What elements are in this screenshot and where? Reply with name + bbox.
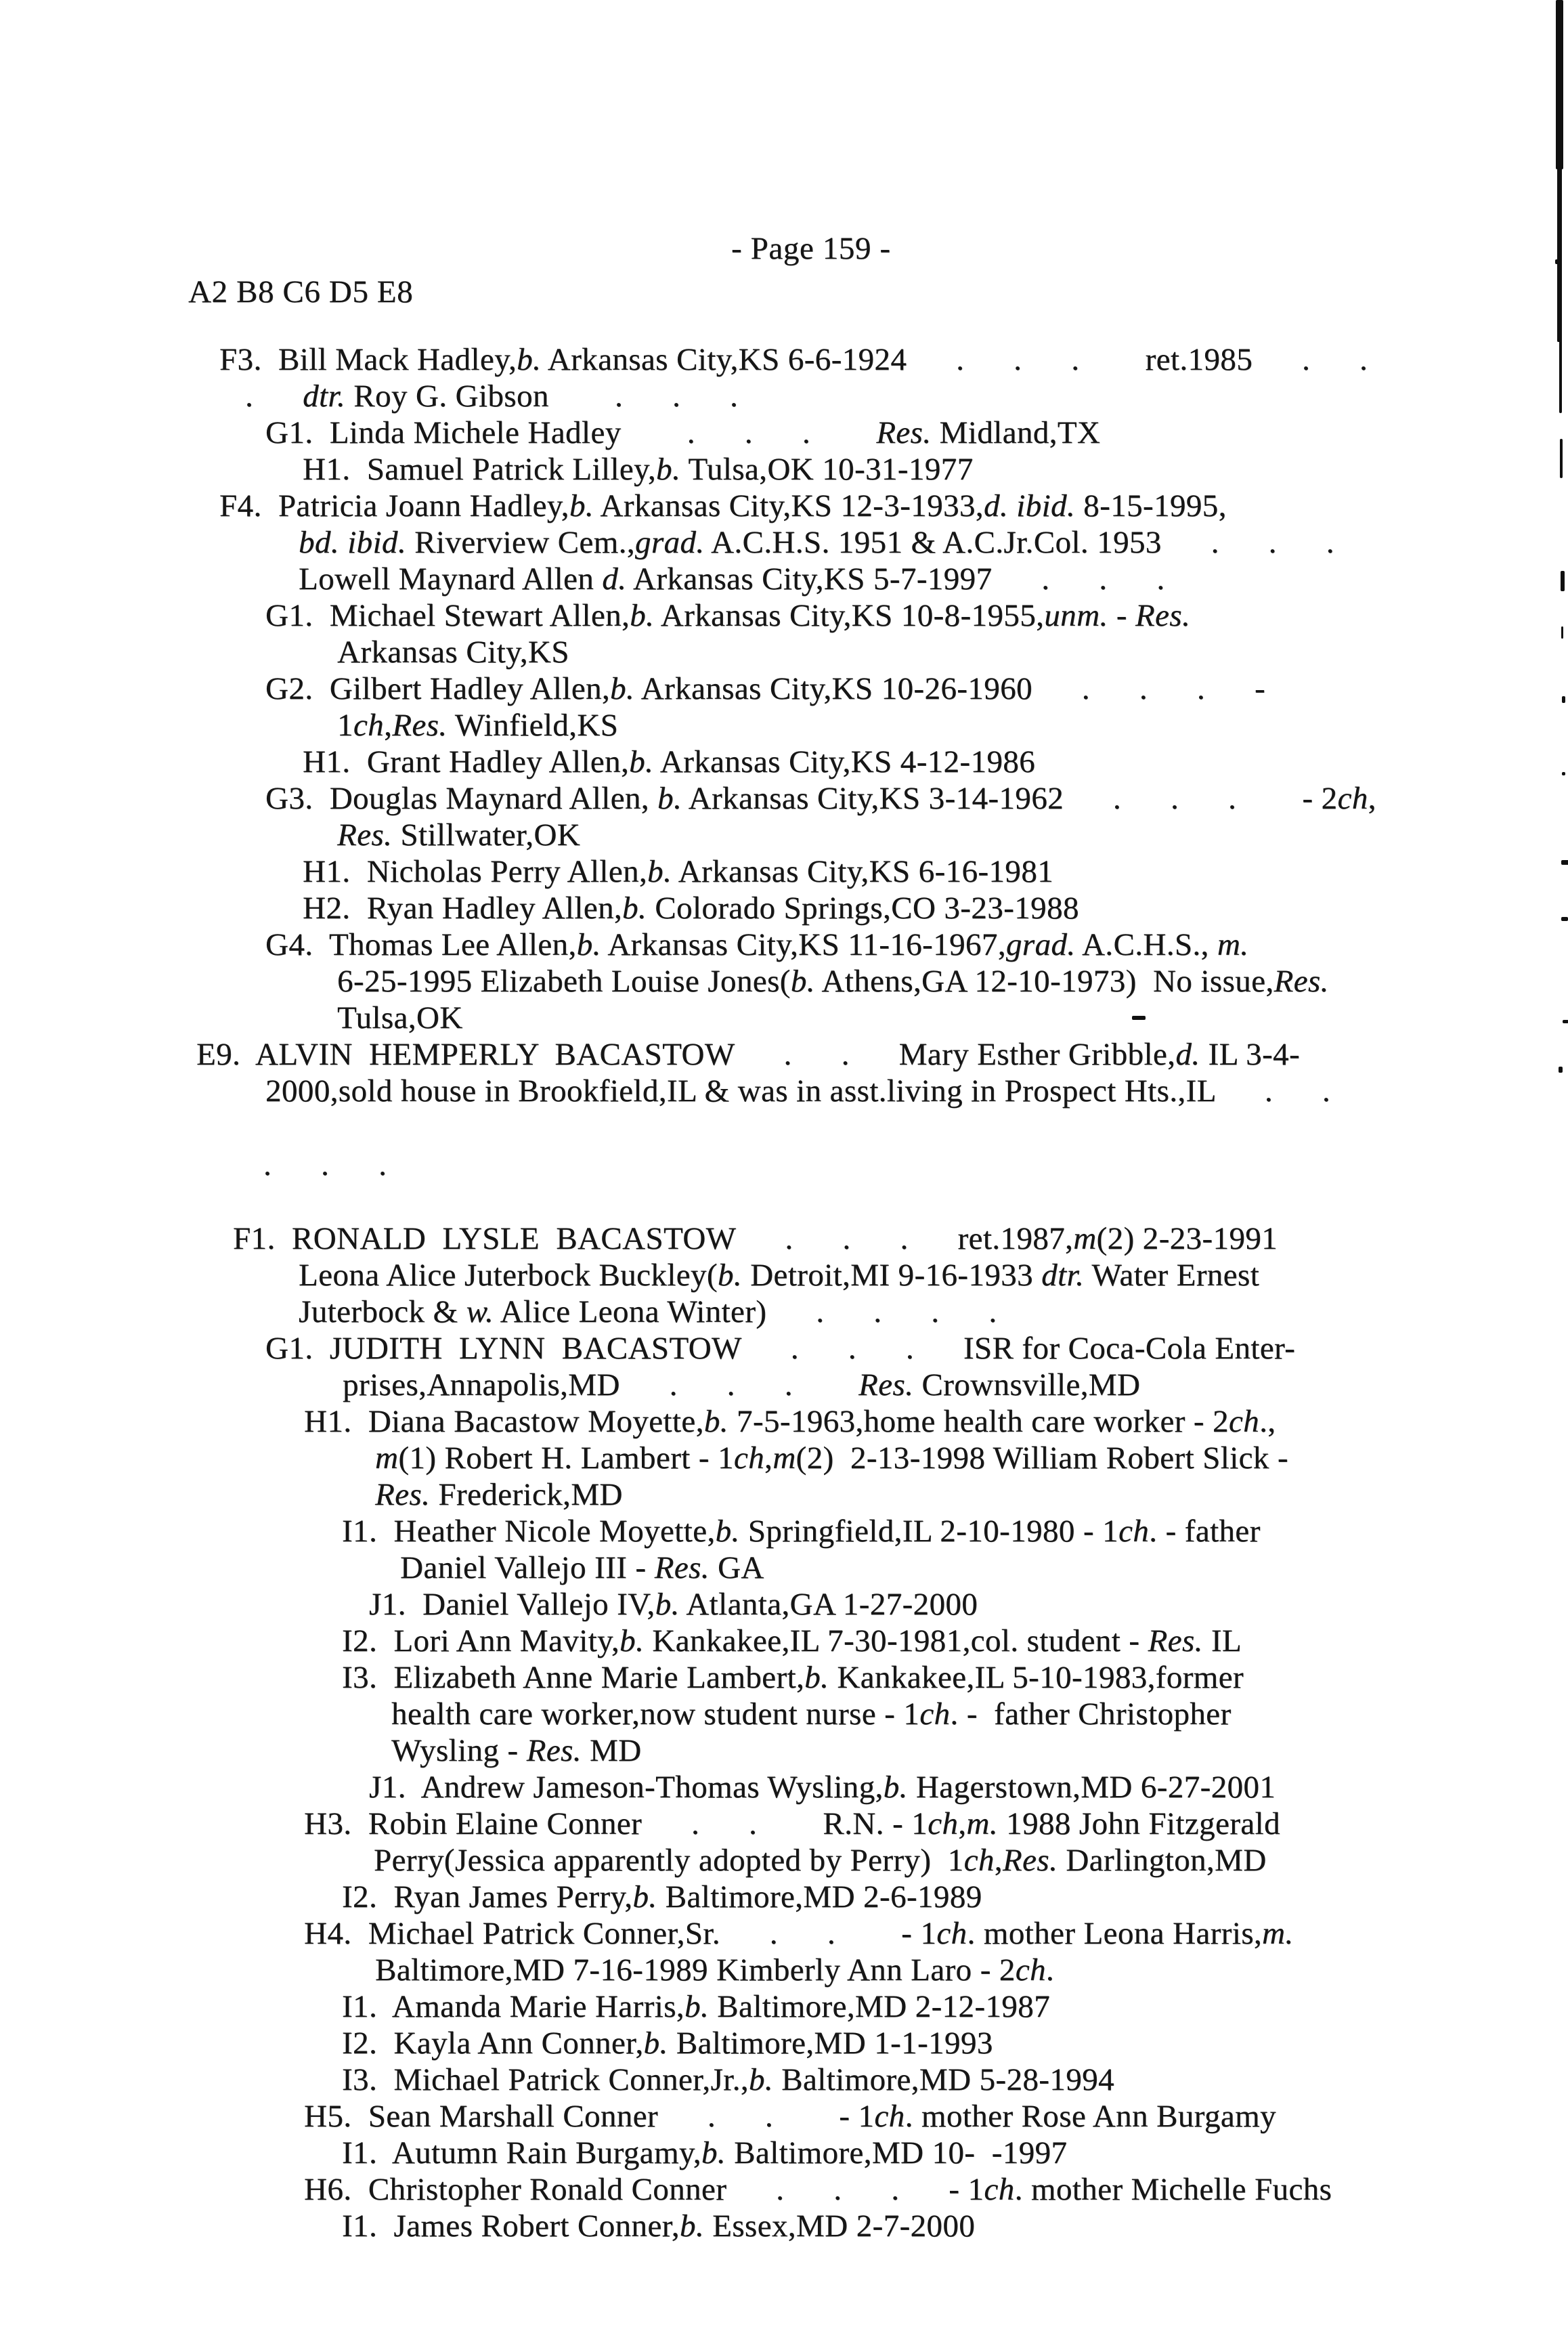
text-line-30: Res. Frederick,MD bbox=[375, 1477, 623, 1512]
text-line-27: prises,Annapolis,MD . . . Res. Crownsville,MD bbox=[343, 1367, 1141, 1403]
text-line-20: E9. ALVIN HEMPERLY BACASTOW . . Mary Esther Gribble,d. IL 3-4- bbox=[196, 1037, 1300, 1072]
text-line-15: H1. Nicholas Perry Allen,b. Arkansas City,KS 6-16-1981 bbox=[303, 854, 1054, 889]
text-line-49: H6. Christopher Ronald Conner . . . - 1ch. mother Michelle Fuchs bbox=[304, 2172, 1332, 2207]
text-line-34: I2. Lori Ann Mavity,b. Kankakee,IL 7-30-1981,col. student - Res. IL bbox=[342, 1623, 1242, 1659]
text-line-48: I1. Autumn Rain Burgamy,b. Baltimore,MD 10- -1997 bbox=[342, 2135, 1068, 2171]
text-line-31: I1. Heather Nicole Moyette,b. Springfield,IL 2-10-1980 - 1ch. - father bbox=[342, 1514, 1261, 1549]
text-line-11: 1ch,Res. Winfield,KS bbox=[337, 708, 619, 743]
scan-artifact-5 bbox=[1555, 259, 1560, 264]
text-line-9: Arkansas City,KS bbox=[337, 635, 569, 670]
scan-artifact-10 bbox=[1561, 860, 1568, 865]
text-line-3: G1. Linda Michele Hadley . . . Res. Midland,TX bbox=[265, 415, 1101, 450]
text-line-45: I2. Kayla Ann Conner,b. Baltimore,MD 1-1-1993 bbox=[342, 2026, 993, 2061]
text-line-18: 6-25-1995 Elizabeth Louise Jones(b. Athens,GA 12-10-1973) No issue,Res. bbox=[337, 964, 1329, 999]
scan-artifact-14 bbox=[1559, 1067, 1563, 1073]
text-line-29: m(1) Robert H. Lambert - 1ch,m(2) 2-13-1998 William Robert Slick - bbox=[375, 1440, 1288, 1476]
scan-artifact-13 bbox=[1132, 1016, 1146, 1020]
text-line-47: H5. Sean Marshall Conner . . - 1ch. mother Rose Ann Burgamy bbox=[304, 2099, 1276, 2134]
text-line-43: Baltimore,MD 7-16-1989 Kimberly Ann Laro - 2ch. bbox=[375, 1952, 1055, 1988]
scan-artifact-4 bbox=[1560, 439, 1563, 478]
scan-artifact-12 bbox=[1563, 1020, 1568, 1023]
text-line-26: G1. JUDITH LYNN BACASTOW . . . ISR for Coca-Cola Enter- bbox=[265, 1331, 1296, 1366]
text-line-35: I3. Elizabeth Anne Marie Lambert,b. Kankakee,IL 5-10-1983,former bbox=[342, 1660, 1244, 1695]
scan-artifact-9 bbox=[1562, 772, 1565, 775]
scan-artifact-8 bbox=[1562, 696, 1565, 703]
text-line-40: Perry(Jessica apparently adopted by Perry) 1ch,Res. Darlington,MD bbox=[374, 1843, 1267, 1878]
text-line-42: H4. Michael Patrick Conner,Sr. . . - 1ch. mother Leona Harris,m. bbox=[304, 1916, 1294, 1951]
scan-artifact-1 bbox=[1556, 0, 1563, 169]
text-line-24: Leona Alice Juterbock Buckley(b. Detroit,MI 9-16-1933 dtr. Water Ernest bbox=[299, 1258, 1260, 1293]
text-line-6: bd. ibid. Riverview Cem.,grad. A.C.H.S. 1951 & A.C.Jr.Col. 1953 . . . bbox=[299, 525, 1334, 560]
text-line-19: Tulsa,OK bbox=[337, 1000, 463, 1035]
text-line-46: I3. Michael Patrick Conner,Jr.,b. Baltimore,MD 5-28-1994 bbox=[342, 2062, 1114, 2097]
text-line-38: J1. Andrew Jameson-Thomas Wysling,b. Hagerstown,MD 6-27-2001 bbox=[369, 1770, 1276, 1805]
text-line-33: J1. Daniel Vallejo IV,b. Atlanta,GA 1-27-2000 bbox=[369, 1587, 978, 1622]
text-line-44: I1. Amanda Marie Harris,b. Baltimore,MD 2-12-1987 bbox=[342, 1989, 1050, 2024]
text-line-22: . . . bbox=[263, 1147, 387, 1182]
text-line-25: Juterbock & w. Alice Leona Winter) . . . . bbox=[299, 1294, 997, 1329]
text-line-10: G2. Gilbert Hadley Allen,b. Arkansas City,KS 10-26-1960 . . . - bbox=[265, 671, 1265, 706]
text-line-39: H3. Robin Elaine Conner . . R.N. - 1ch,m. 1988 John Fitzgerald bbox=[304, 1806, 1280, 1841]
text-line-41: I2. Ryan James Perry,b. Baltimore,MD 2-6-1989 bbox=[342, 1879, 982, 1915]
text-line-1: F3. Bill Mack Hadley,b. Arkansas City,KS 6-6-1924 . . . ret.1985 . . bbox=[219, 342, 1368, 377]
scan-artifact-11 bbox=[1561, 917, 1568, 921]
text-line-21: 2000,sold house in Brookfield,IL & was in asst.living in Prospect Hts.,IL . . bbox=[265, 1073, 1331, 1109]
scan-artifact-2 bbox=[1557, 166, 1562, 342]
text-line-14: Res. Stillwater,OK bbox=[337, 817, 581, 853]
text-line-28: H1. Diana Bacastow Moyette,b. 7-5-1963,home health care worker - 2ch., bbox=[304, 1404, 1276, 1439]
text-line-2: . dtr. Roy G. Gibson . . . bbox=[245, 379, 739, 414]
text-line-23: F1. RONALD LYSLE BACASTOW . . . ret.1987,m(2) 2-23-1991 bbox=[233, 1221, 1278, 1256]
text-line-50: I1. James Robert Conner,b. Essex,MD 2-7-2000 bbox=[342, 2208, 976, 2244]
scan-artifact-7 bbox=[1561, 626, 1563, 639]
header-code: A2 B8 C6 D5 E8 bbox=[188, 274, 414, 309]
text-line-7: Lowell Maynard Allen d. Arkansas City,KS 5-7-1997 . . . bbox=[299, 561, 1165, 597]
scan-artifact-6 bbox=[1561, 571, 1565, 591]
text-line-36: health care worker,now student nurse - 1ch. - father Christopher bbox=[391, 1696, 1232, 1732]
text-line-16: H2. Ryan Hadley Allen,b. Colorado Springs,CO 3-23-1988 bbox=[303, 891, 1079, 926]
text-line-4: H1. Samuel Patrick Lilley,b. Tulsa,OK 10-31-1977 bbox=[303, 452, 974, 487]
text-line-5: F4. Patricia Joann Hadley,b. Arkansas City,KS 12-3-1933,d. ibid. 8-15-1995, bbox=[219, 488, 1227, 523]
scan-artifact-3 bbox=[1559, 339, 1562, 413]
text-line-32: Daniel Vallejo III - Res. GA bbox=[400, 1550, 764, 1585]
page-number: - Page 159 - bbox=[731, 231, 891, 266]
text-line-17: G4. Thomas Lee Allen,b. Arkansas City,KS 11-16-1967,grad. A.C.H.S., m. bbox=[265, 927, 1249, 962]
text-line-8: G1. Michael Stewart Allen,b. Arkansas City,KS 10-8-1955,unm. - Res. bbox=[265, 598, 1191, 633]
text-line-12: H1. Grant Hadley Allen,b. Arkansas City,KS 4-12-1986 bbox=[303, 744, 1036, 779]
text-line-13: G3. Douglas Maynard Allen, b. Arkansas City,KS 3-14-1962 . . . - 2ch, bbox=[265, 781, 1376, 816]
text-line-37: Wysling - Res. MD bbox=[391, 1733, 642, 1768]
